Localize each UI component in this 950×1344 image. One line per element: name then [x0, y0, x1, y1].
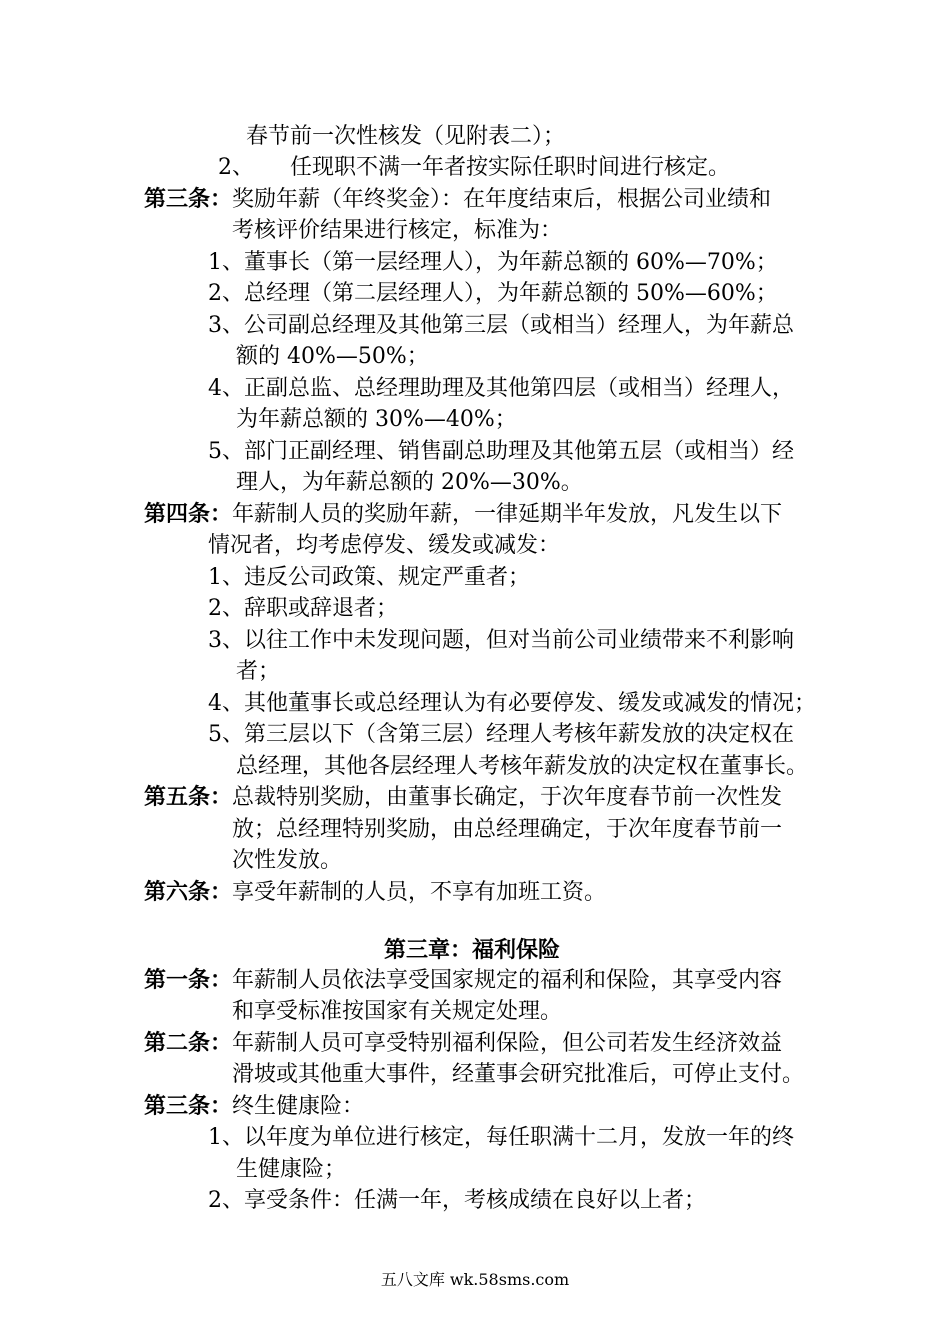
article-label: 第六条： [144, 880, 233, 905]
article-line: 第二条：年薪制人员可享受特别福利保险，但公司若发生经济效益 [144, 1031, 783, 1056]
article-line: 第五条：总裁特别奖励，由董事长确定，于次年度春节前一次性发 [144, 785, 783, 810]
text-line: 理人，为年薪总额的 20%—30%。 [236, 470, 583, 495]
article-line: 第四条：年薪制人员的奖励年薪，一律延期半年发放，凡发生以下 [144, 502, 783, 527]
article-line: 第三条：终生健康险： [144, 1094, 365, 1119]
article-label: 第五条： [144, 785, 233, 810]
list-item: 1、违反公司政策、规定严重者； [208, 565, 530, 590]
article-label: 第二条： [144, 1031, 233, 1056]
text-line: 和享受标准按国家有关规定处理。 [232, 999, 563, 1024]
text-line: 者； [236, 659, 281, 684]
text-line: 春节前一次性核发（见附表二）； [246, 124, 566, 149]
list-item: 3、公司副总经理及其他第三层（或相当）经理人，为年薪总 [208, 313, 794, 338]
text-line: 额的 40%—50%； [236, 344, 429, 369]
article-line: 第三条：奖励年薪（年终奖金）：在年度结束后，根据公司业绩和 [144, 187, 772, 212]
text-line: 考核评价结果进行核定，标准为： [232, 218, 563, 243]
text-line: 放；总经理特别奖励，由总经理确定，于次年度春节前一 [232, 817, 783, 842]
article-label: 第三条： [144, 187, 233, 212]
text-line: 2、 任现职不满一年者按实际任职时间进行核定。 [218, 155, 731, 180]
list-item: 5、部门正副经理、销售副总助理及其他第五层（或相当）经 [208, 439, 794, 464]
list-item: 4、其他董事长或总经理认为有必要停发、缓发或减发的情况； [208, 691, 816, 716]
article-label: 第三条： [144, 1094, 233, 1119]
list-item: 4、正副总监、总经理助理及其他第四层（或相当）经理人， [208, 376, 794, 401]
article-label: 第一条： [144, 968, 233, 993]
text-line: 情况者，均考虑停发、缓发或减发： [208, 533, 561, 558]
article-line: 第一条：年薪制人员依法享受国家规定的福利和保险，其享受内容 [144, 968, 783, 993]
text-line: 滑坡或其他重大事件，经董事会研究批准后，可停止支付。 [232, 1062, 805, 1087]
footer-watermark: 五八文库 wk.58sms.com [380, 1270, 570, 1289]
article-line: 第六条：享受年薪制的人员，不享有加班工资。 [144, 880, 607, 905]
text-line: 总经理，其他各层经理人考核年薪发放的决定权在董事长。 [236, 754, 809, 779]
list-item: 2、享受条件：任满一年，考核成绩在良好以上者； [208, 1188, 706, 1213]
list-item: 2、总经理（第二层经理人），为年薪总额的 50%—60%； [208, 281, 778, 306]
list-item: 1、董事长（第一层经理人），为年薪总额的 60%—70%； [208, 250, 778, 275]
list-item: 2、辞职或辞退者； [208, 596, 398, 621]
text-line: 为年薪总额的 30%—40%； [236, 407, 517, 432]
list-number: 2、 [218, 155, 254, 180]
chapter-heading: 第三章：福利保险 [384, 938, 561, 963]
list-item: 3、以往工作中未发现问题，但对当前公司业绩带来不利影响 [208, 628, 794, 653]
article-label: 第四条： [144, 502, 233, 527]
list-item: 1、以年度为单位进行核定，每任职满十二月，发放一年的终 [208, 1125, 794, 1150]
list-item: 5、第三层以下（含第三层）经理人考核年薪发放的决定权在 [208, 722, 794, 747]
text-line: 次性发放。 [232, 848, 343, 873]
text-line: 生健康险； [236, 1157, 347, 1182]
